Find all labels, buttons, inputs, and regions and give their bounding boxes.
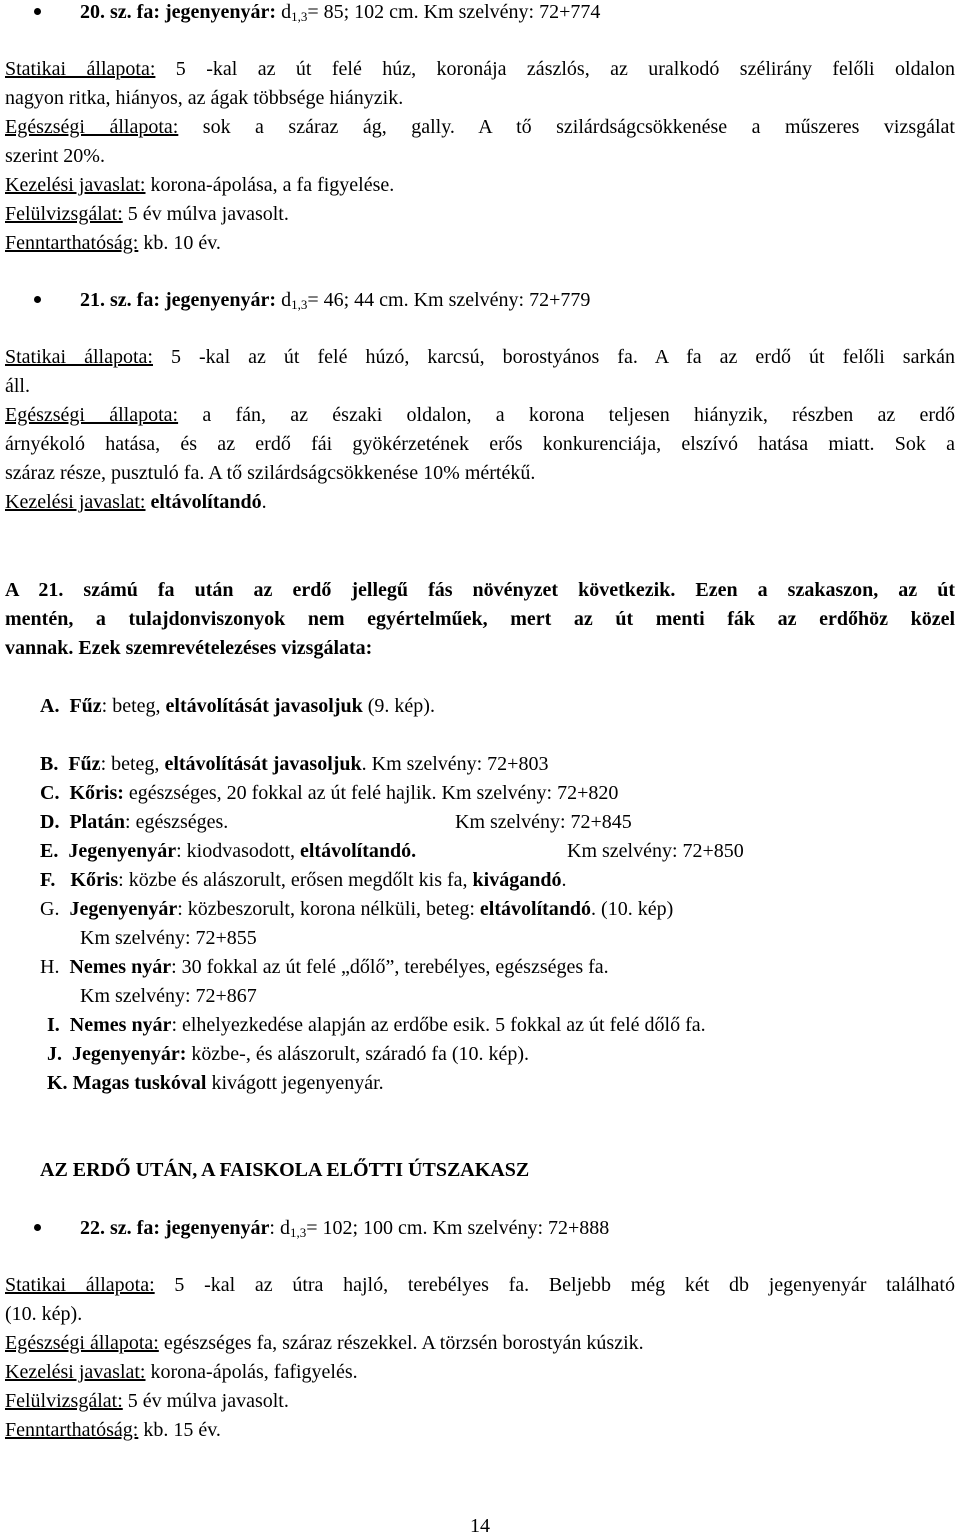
tree-20-measure: = 85; 102 cm. Km szelvény: 72+774: [307, 1, 601, 23]
tree-21-health-line-1: [5, 403, 955, 427]
static-label: Statikai állapota:: [5, 1274, 155, 1296]
tree-22-colon: :: [269, 1217, 275, 1239]
health-text: a fán, az északi oldalon, a korona teljesen hiányzik, részben az erdő: [178, 404, 956, 426]
diameter-symbol: d: [281, 1, 292, 23]
list-letter: B.: [40, 753, 59, 775]
sustainability-text: kb. 15 év.: [138, 1419, 221, 1441]
list-letter: G.: [40, 898, 60, 920]
health-text: egészséges fa, száraz részekkel. A törzsén borostyán kúszik.: [158, 1332, 644, 1354]
list-text: : beteg,: [101, 695, 166, 717]
list-item-g: [40, 897, 673, 921]
tree-22-sustainability: [5, 1418, 221, 1442]
diameter-subscript: 1,3: [291, 297, 308, 312]
list-letter: J.: [47, 1043, 62, 1065]
list-text: közbe-, és alászorult, száradó fa (10. kép).: [186, 1043, 530, 1065]
sustainability-label: Fenntarthatóság:: [5, 232, 139, 254]
list-text: : közbeszorult, korona nélküli, beteg:: [177, 898, 480, 920]
list-letter: D.: [40, 811, 60, 833]
list-item-b: [40, 752, 548, 776]
review-label: Felülvizsgálat:: [5, 203, 123, 225]
list-item-d-km: Km szelvény: 72+845: [455, 811, 632, 833]
tree-22-treatment: [5, 1360, 358, 1384]
treatment-label: Kezelési javaslat:: [5, 1361, 146, 1383]
species-name: Platán: [69, 811, 126, 833]
list-action: eltávolítását javasoljuk: [164, 753, 362, 775]
tree-20-sustainability: [5, 231, 221, 255]
list-end: .: [561, 869, 567, 891]
tree-20-static-line-2: nagyon ritka, hiányos, az ágak többsége hiányzik.: [5, 87, 404, 109]
intro-line-3: vannak. Ezek szemrevételezéses vizsgálata:: [5, 637, 373, 659]
list-text: : beteg,: [100, 753, 165, 775]
bullet-icon: [34, 8, 41, 15]
treatment-label: Kezelési javaslat:: [5, 174, 146, 196]
tree-21-measure: = 46; 44 cm. Km szelvény: 72+779: [307, 289, 591, 311]
sustainability-text: kb. 10 év.: [138, 232, 221, 254]
tree-21-static-line-1: [5, 345, 955, 369]
tree-22-static-line-1: [5, 1273, 955, 1297]
species-name: Magas tuskóval: [72, 1072, 207, 1094]
list-text: kivágott jegenyenyár.: [206, 1072, 384, 1094]
list-item-a: [40, 694, 435, 718]
tree-21-health-line-2: árnyékoló hatása, és az erdő fái gyökérzetének erős konkurenciája, elszívó hatása miatt. Sok a: [5, 433, 955, 455]
list-action: kivágandó: [472, 869, 562, 891]
treatment-text: korona-ápolás, fafigyelés.: [145, 1361, 358, 1383]
list-item-i: [47, 1013, 706, 1037]
list-text: egészséges, 20 fokkal az út felé hajlik. Km szelvény: 72+820: [123, 782, 619, 804]
intro-line-2: mentén, a tulajdonviszonyok nem egyértelműek, mert az út menti fák az erdőhöz közel: [5, 608, 955, 630]
static-text: 5 -kal az útra hajló, terebélyes fa. Beljebb még két db jegenyenyár található: [154, 1274, 955, 1296]
list-letter: I.: [47, 1014, 60, 1036]
tree-20-treatment: [5, 173, 394, 197]
diameter-subscript: 1,3: [289, 1225, 307, 1240]
list-letter: C.: [40, 782, 60, 804]
bullet-icon: [34, 1224, 41, 1231]
species-name: Fűz: [68, 753, 101, 775]
tree-22-review: [5, 1389, 289, 1413]
list-end: . Km szelvény: 72+803: [361, 753, 549, 775]
list-letter: E.: [40, 840, 59, 862]
tree-22-title: 22. sz. fa: jegenyenyár: [80, 1217, 270, 1239]
tree-21-treatment: [5, 490, 267, 514]
list-text: : kiodvasodott,: [176, 840, 300, 862]
health-label: Egészségi állapota:: [5, 1332, 159, 1354]
static-label: Statikai állapota:: [5, 58, 156, 80]
list-text: : közbe és alászorult, erősen megdőlt kis fa,: [118, 869, 473, 891]
tree-22-health: [5, 1331, 644, 1355]
list-action: eltávolítandó: [479, 898, 592, 920]
list-item-e-km: Km szelvény: 72+850: [567, 840, 744, 862]
tree-20-heading: [80, 0, 600, 24]
static-label: Statikai állapota:: [5, 346, 153, 368]
static-text: 5 -kal az út felé húzó, karcsú, borostyános fa. A fa az erdő út felőli sarkán: [152, 346, 955, 368]
tree-22-static-line-2: (10. kép).: [5, 1303, 83, 1325]
health-label: Egészségi állapota:: [5, 404, 179, 426]
tree-21-health-line-3: száraz része, pusztuló fa. A tő szilárdságcsökkenése 10% mértékű.: [5, 462, 536, 484]
list-item-d: [40, 810, 228, 834]
tree-21-static-line-2: áll.: [5, 375, 30, 397]
species-name: Kőris:: [69, 782, 124, 804]
list-letter: A.: [40, 695, 60, 717]
intro-line-1: A 21. számú fa után az erdő jellegű fás növényzet következik. Ezen a szakaszon, az út: [5, 579, 955, 601]
diameter-symbol: d: [279, 1217, 290, 1239]
list-action: eltávolítását javasoljuk: [165, 695, 363, 717]
tree-20-static-line-1: [5, 57, 955, 81]
list-letter: K.: [47, 1072, 68, 1094]
diameter-symbol: d: [281, 289, 292, 311]
health-text: sok a száraz ág, gally. A tő szilárdságcsökkenése a műszeres vizsgálat: [178, 116, 955, 138]
tree-21-title: 21. sz. fa: jegenyenyár:: [80, 289, 277, 311]
list-end: . (10. kép): [591, 898, 674, 920]
list-item-h-km: Km szelvény: 72+867: [80, 985, 257, 1007]
tree-22-measure: = 102; 100 cm. Km szelvény: 72+888: [306, 1217, 610, 1239]
species-name: Nemes nyár: [69, 956, 172, 978]
list-text: : elhelyezkedése alapján az erdőbe esik. 5 fokkal az út felé dőlő fa.: [171, 1014, 706, 1036]
tree-20-health-line-1: [5, 115, 955, 139]
list-item-g-km: Km szelvény: 72+855: [80, 927, 257, 949]
tree-21-heading: [80, 288, 590, 312]
tree-22-heading: [80, 1216, 609, 1240]
bullet-icon: [34, 296, 41, 303]
review-label: Felülvizsgálat:: [5, 1390, 123, 1412]
list-end: (9. kép).: [362, 695, 435, 717]
tree-20-health-line-2: szerint 20%.: [5, 145, 105, 167]
list-action: eltávolítandó.: [300, 840, 417, 862]
species-name: Kőris: [70, 869, 119, 891]
list-text: : egészséges.: [125, 811, 229, 833]
treatment-text: korona-ápolása, a fa figyelése.: [145, 174, 395, 196]
list-item-k: [47, 1071, 384, 1095]
species-name: Nemes nyár: [69, 1014, 172, 1036]
list-letter: H.: [40, 956, 60, 978]
treatment-end: .: [261, 491, 267, 513]
list-item-f: [40, 868, 566, 892]
tree-20-review: [5, 202, 289, 226]
diameter-subscript: 1,3: [291, 9, 308, 24]
health-label: Egészségi állapota:: [5, 116, 179, 138]
list-letter: F.: [40, 869, 56, 891]
list-item-e: [40, 839, 416, 863]
list-item-j: [47, 1042, 529, 1066]
tree-20-title: 20. sz. fa: jegenyenyár:: [80, 1, 277, 23]
review-text: 5 év múlva javasolt.: [122, 203, 289, 225]
sustainability-label: Fenntarthatóság:: [5, 1419, 139, 1441]
list-item-h: [40, 955, 609, 979]
review-text: 5 év múlva javasolt.: [122, 1390, 289, 1412]
page-number: 14: [470, 1515, 490, 1537]
list-text: : 30 fokkal az út felé „dőlő”, terebélyes, egészséges fa.: [171, 956, 609, 978]
treatment-label: Kezelési javaslat:: [5, 491, 146, 513]
species-name: Fűz: [69, 695, 102, 717]
section-title: AZ ERDŐ UTÁN, A FAISKOLA ELŐTTI ÚTSZAKASZ: [40, 1159, 530, 1181]
list-item-c: [40, 781, 618, 805]
treatment-value: eltávolítandó: [150, 491, 262, 513]
species-name: Jegenyenyár:: [72, 1043, 187, 1065]
species-name: Jegenyenyár: [69, 898, 178, 920]
species-name: Jegenyenyár: [68, 840, 177, 862]
static-text: 5 -kal az út felé húz, koronája zászlós, az uralkodó szélirány felőli oldalon: [155, 58, 955, 80]
